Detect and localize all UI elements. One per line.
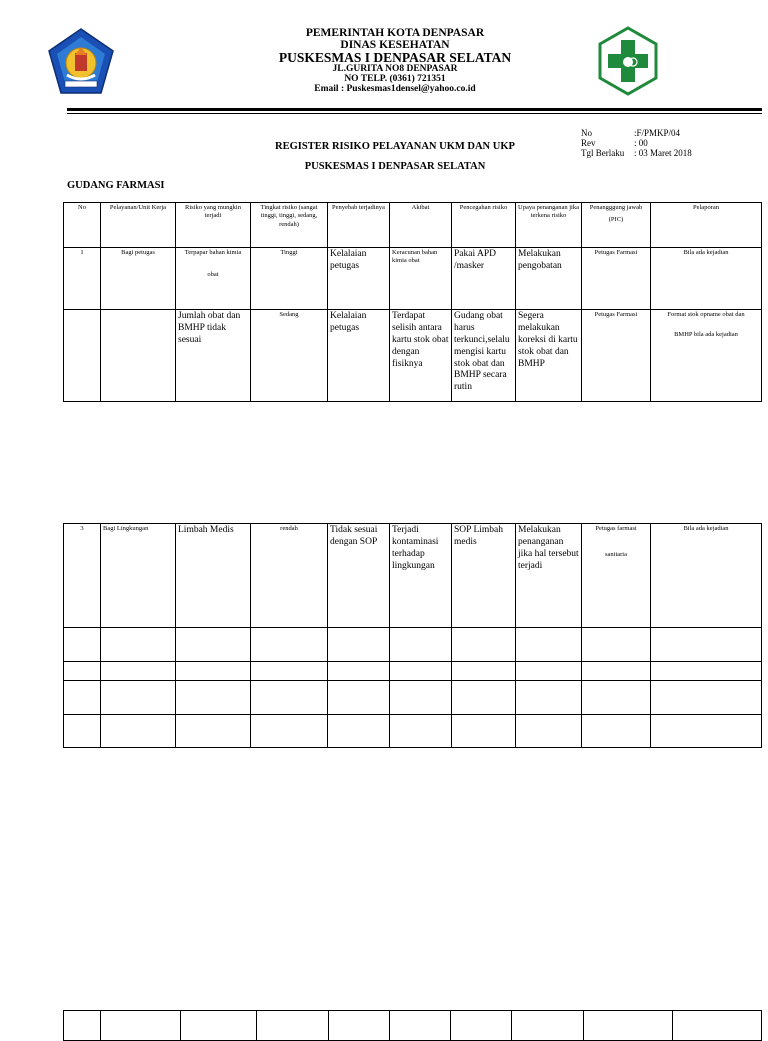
table-row-empty [64, 1011, 762, 1041]
table-row [64, 248, 762, 310]
cell-upaya: Segera melakukan koreksi di kartu stok obat dan BMHP [516, 310, 582, 402]
cell-unit [101, 310, 176, 402]
header-risiko: Risiko yang mungkin terjadi [176, 203, 251, 248]
header-unit: Pelayanan/Unit Kerja [101, 203, 176, 248]
city-emblem-icon [45, 27, 117, 102]
header-rule-thin [67, 113, 762, 114]
letterhead-institution: PUSKESMAS I DENPASAR SELATAN [278, 50, 512, 66]
cell-tingkat: rendah [251, 524, 328, 628]
cell-pic-text: Petugas farmasi [595, 525, 637, 532]
header-pic [582, 203, 651, 248]
table-row-empty [64, 662, 762, 681]
cell-tingkat: Sedang [251, 310, 328, 402]
meta-tgl-value: : 03 Maret 2018 [634, 148, 692, 158]
cell-akibat: Keracunan bahan kimia obat [390, 248, 452, 310]
meta-no-label: No [581, 128, 592, 138]
header-pelaporan: Pelaporan [651, 203, 762, 248]
cell-pelaporan: Bila ada kejadian [651, 248, 762, 310]
table-row [64, 310, 762, 402]
cell-pencegahan: Pakai APD /masker [452, 248, 516, 310]
document-meta [581, 128, 692, 158]
cell-pelaporan: Bila ada kejadian [651, 524, 762, 628]
header-penyebab: Penyebab terjadinya [328, 203, 390, 248]
meta-tgl-label: Tgl Berlaku [581, 148, 625, 158]
meta-rev-value: : 00 [634, 138, 648, 148]
header-pic-sub: (PIC) [608, 216, 624, 224]
cell-no [64, 310, 101, 402]
risk-register-table-next-page [63, 1010, 762, 1041]
meta-rev-label: Rev [581, 138, 596, 148]
table-row-empty [64, 715, 762, 748]
header-akibat: Akibat [390, 203, 452, 248]
table-row-empty [64, 681, 762, 715]
cell-risiko-text: Terpapar bahan kimia [184, 249, 242, 256]
table-row-empty [64, 628, 762, 662]
section-title: GUDANG FARMASI [67, 180, 165, 191]
cell-pic: Petugas Farmasi [582, 248, 651, 310]
table-header-row [64, 203, 762, 248]
green-cross-icon [597, 26, 659, 101]
cell-penyebab: Kelalaian petugas [328, 310, 390, 402]
cell-pencegahan: SOP Limbah medis [452, 524, 516, 628]
cell-pelaporan-sub: BMHP bila ada kejadian [674, 331, 738, 339]
cell-risiko: Jumlah obat dan BMHP tidak sesuai [176, 310, 251, 402]
risk-register-table [63, 202, 762, 402]
header-pic-label: Penangggung jawab [589, 204, 643, 211]
cell-pic [582, 524, 651, 628]
letterhead-email: Email : Puskesmas1densel@yahoo.co.id [314, 84, 476, 95]
cell-upaya: Melakukan penanganan jika hal tersebut terjadi [516, 524, 582, 628]
cell-risiko: Limbah Medis [176, 524, 251, 628]
header-pencegahan: Pencegahan risiko [452, 203, 516, 248]
letterhead [240, 27, 550, 95]
cell-pencegahan: Gudang obat harus terkunci,selalu mengisi kartu stok obat dan BMHP secara rutin [452, 310, 516, 402]
table-row [64, 524, 762, 628]
cell-pelaporan-text: Format stok opname obat dan [667, 311, 745, 318]
cell-akibat: Terdapat selisih antara kartu stok obat dengan fisiknya [390, 310, 452, 402]
letterhead-government: PEMERINTAH KOTA DENPASAR [305, 27, 485, 39]
cell-unit: Bagi Lingkungan [101, 524, 176, 628]
header-tingkat: Tingkat risiko (sangat tinggi, tinggi, sedang, rendah) [251, 203, 328, 248]
cell-upaya: Melakukan pengobatan [516, 248, 582, 310]
cell-unit: Bagi petugas [101, 248, 176, 310]
cell-pelaporan [651, 310, 762, 402]
header-no: No [64, 203, 101, 248]
meta-no-value: :F/PMKP/04 [634, 128, 681, 138]
letterhead-address: JL.GURITA NO8 DENPASAR [332, 64, 458, 75]
cell-pic-sub: sanitaria [604, 551, 628, 559]
cell-no: 1 [64, 248, 101, 310]
letterhead-department: DINAS KESEHATAN [340, 39, 450, 52]
cell-akibat: Terjadi kontaminasi terhadap lingkungan [390, 524, 452, 628]
header-upaya: Upaya penanganan jika terkena risiko [516, 203, 582, 248]
cell-tingkat: Tinggi [251, 248, 328, 310]
cell-penyebab: Tidak sesuai dengan SOP [328, 524, 390, 628]
risk-register-table-continued [63, 523, 762, 748]
cell-penyebab: Kelalaian petugas [328, 248, 390, 310]
cell-risiko-sub: obat [207, 271, 219, 279]
document-title: REGISTER RISIKO PELAYANAN UKM DAN UKP [275, 141, 515, 152]
header-rule-thick [67, 108, 762, 111]
cell-pic: Petugas Farmasi [582, 310, 651, 402]
cell-no: 3 [64, 524, 101, 628]
letterhead-phone: NO TELP. (0361) 721351 [344, 74, 446, 85]
document-subtitle: PUSKESMAS I DENPASAR SELATAN [304, 161, 486, 172]
cell-risiko [176, 248, 251, 310]
